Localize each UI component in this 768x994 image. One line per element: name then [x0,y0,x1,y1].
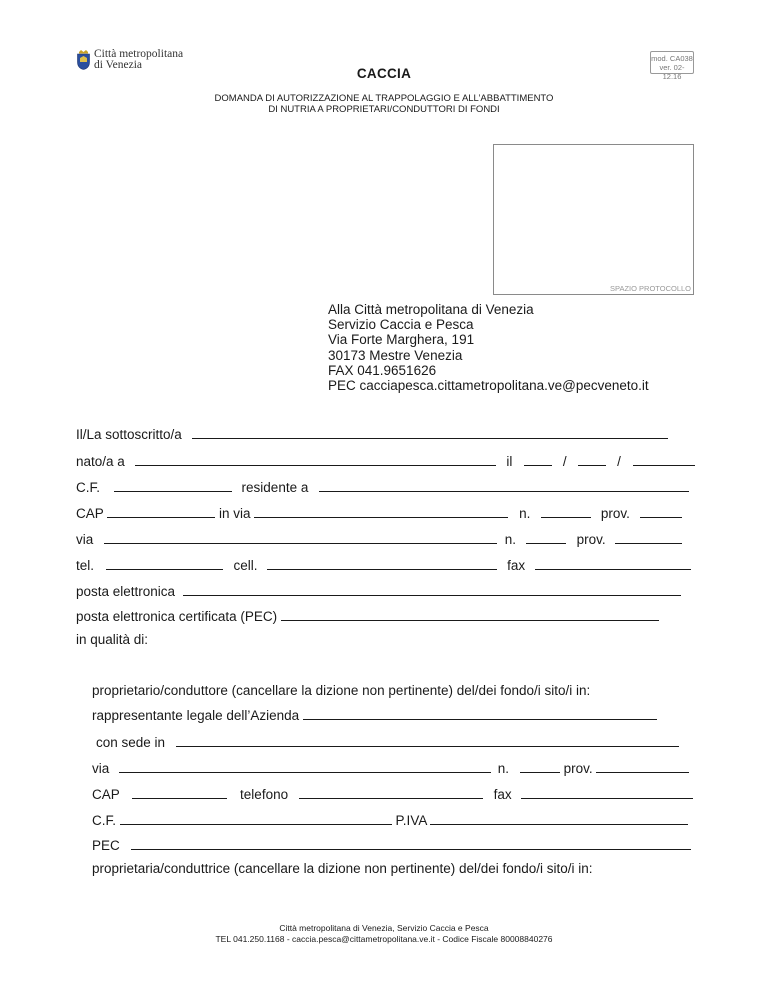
row-cf-residence [76,479,689,495]
subtitle-line-2: DI NUTRIA A PROPRIETARI/CONDUTTORI DI FONDI [268,104,500,115]
form-version: ver. 02-12.16 [659,63,685,81]
address-line: Servizio Caccia e Pesca [328,317,474,333]
label-n: n. [519,506,531,521]
name-field[interactable] [192,426,668,439]
row-company-via [92,760,689,776]
prov-field[interactable] [640,505,682,518]
form-version-box [650,51,694,81]
label-sede: con sede in [96,735,166,750]
label-cf: C.F. [92,813,117,828]
protocol-stamp-box [493,144,694,295]
sede-field[interactable] [176,734,679,747]
address-line: Via Forte Marghera, 191 [328,332,475,348]
birth-year-field[interactable] [633,453,695,466]
row-email [76,583,681,599]
residence-field[interactable] [319,479,689,492]
row-company-tax [92,812,688,828]
option-proprietaria: proprietaria/conduttrice (cancellare la dizione non pertinente) del/dei fondo/i sito/i in: [92,861,593,876]
label-n: n. [504,532,517,547]
label-cap: CAP [76,506,104,521]
company-field[interactable] [303,707,657,720]
pec-field[interactable] [281,608,659,621]
protocol-label: SPAZIO PROTOCOLLO [610,284,691,293]
date-separator: / [617,454,621,469]
page-footer [0,923,768,945]
page-title: CACCIA [356,66,412,81]
subtitle-line-1: DOMANDA DI AUTORIZZAZIONE AL TRAPPOLAGGIO E ALL’ABBATTIMENTO [214,93,554,104]
document-subtitle [0,93,768,115]
label-n: n. [497,761,510,776]
option-proprietario: proprietario/conduttore (cancellare la dizione non pertinente) del/dei fondo/i sito/i in: [92,683,591,698]
label-tel: tel. [76,558,95,573]
row-cap-address [76,505,682,521]
label-in-via: in via [219,506,251,521]
row-sede [96,734,679,750]
company-fax-field[interactable] [521,786,693,799]
street-field[interactable] [254,505,508,518]
label-cap: CAP [92,787,120,802]
label-sottoscritto: Il/La sottoscritto/a [76,427,182,442]
birth-month-field[interactable] [578,453,606,466]
address-line: Alla Città metropolitana di Venezia [328,302,534,317]
row-pec [76,608,659,624]
row-rappresentante [92,707,657,723]
label-qualita: in qualità di: [76,632,149,647]
form-code: mod. CA038 [651,54,693,63]
row-company-pec [92,837,691,853]
label-nato: nato/a a [76,454,125,469]
label-fax: fax [507,558,526,573]
logo-line-1: Città metropolitana [94,48,184,60]
birthplace-field[interactable] [135,453,496,466]
label-rappresentante: rappresentante legale dell’Azienda [92,708,300,723]
company-number-field[interactable] [520,760,560,773]
company-pec-field[interactable] [131,837,691,850]
row-birth [76,453,695,469]
address-line: PEC cacciapesca.cittametropolitana.ve@pecveneto.it [328,378,649,394]
footer-line-2: TEL 041.250.1168 - caccia.pesca@cittametropolitana.ve.it - Codice Fiscale 80008840276 [215,934,553,944]
label-via: via [76,532,94,547]
company-piva-field[interactable] [430,812,688,825]
fax-field[interactable] [535,557,691,570]
cap-field[interactable] [107,505,215,518]
label-telefono: telefono [240,787,289,802]
footer-line-1: Città metropolitana di Venezia, Servizio Caccia e Pesca [279,923,489,933]
label-prov: prov. [600,506,630,521]
tel-field[interactable] [106,557,223,570]
label-prov: prov. [576,532,606,547]
company-prov-field[interactable] [596,760,689,773]
row-applicant-name [76,426,668,442]
via-prov-field[interactable] [615,531,682,544]
date-separator: / [562,454,567,469]
company-via-field[interactable] [119,760,491,773]
via-number-field[interactable] [526,531,566,544]
company-cf-field[interactable] [120,812,392,825]
via-field[interactable] [104,531,497,544]
number-field[interactable] [541,505,591,518]
company-phone-field[interactable] [299,786,483,799]
label-cf: C.F. [76,480,101,495]
label-cell: cell. [233,558,258,573]
label-prov: prov. [563,761,593,776]
row-contacts [76,557,691,573]
logo-line-2: di Venezia [94,59,143,71]
label-pec: PEC [92,838,120,853]
row-company-contacts [92,786,693,802]
label-email: posta elettronica [76,584,176,599]
row-via [76,531,682,547]
label-il: il [506,454,513,469]
cell-field[interactable] [267,557,497,570]
label-residente: residente a [241,480,309,495]
birth-day-field[interactable] [524,453,552,466]
recipient-address [328,302,649,393]
label-piva: P.IVA [395,813,427,828]
label-fax: fax [493,787,512,802]
address-line: FAX 041.9651626 [328,362,437,378]
company-cap-field[interactable] [132,786,227,799]
address-line: 30173 Mestre Venezia [328,347,463,363]
label-pec: posta elettronica certificata (PEC) [76,609,278,624]
label-via: via [92,761,110,776]
cf-field[interactable] [114,479,232,492]
email-field[interactable] [183,583,681,596]
